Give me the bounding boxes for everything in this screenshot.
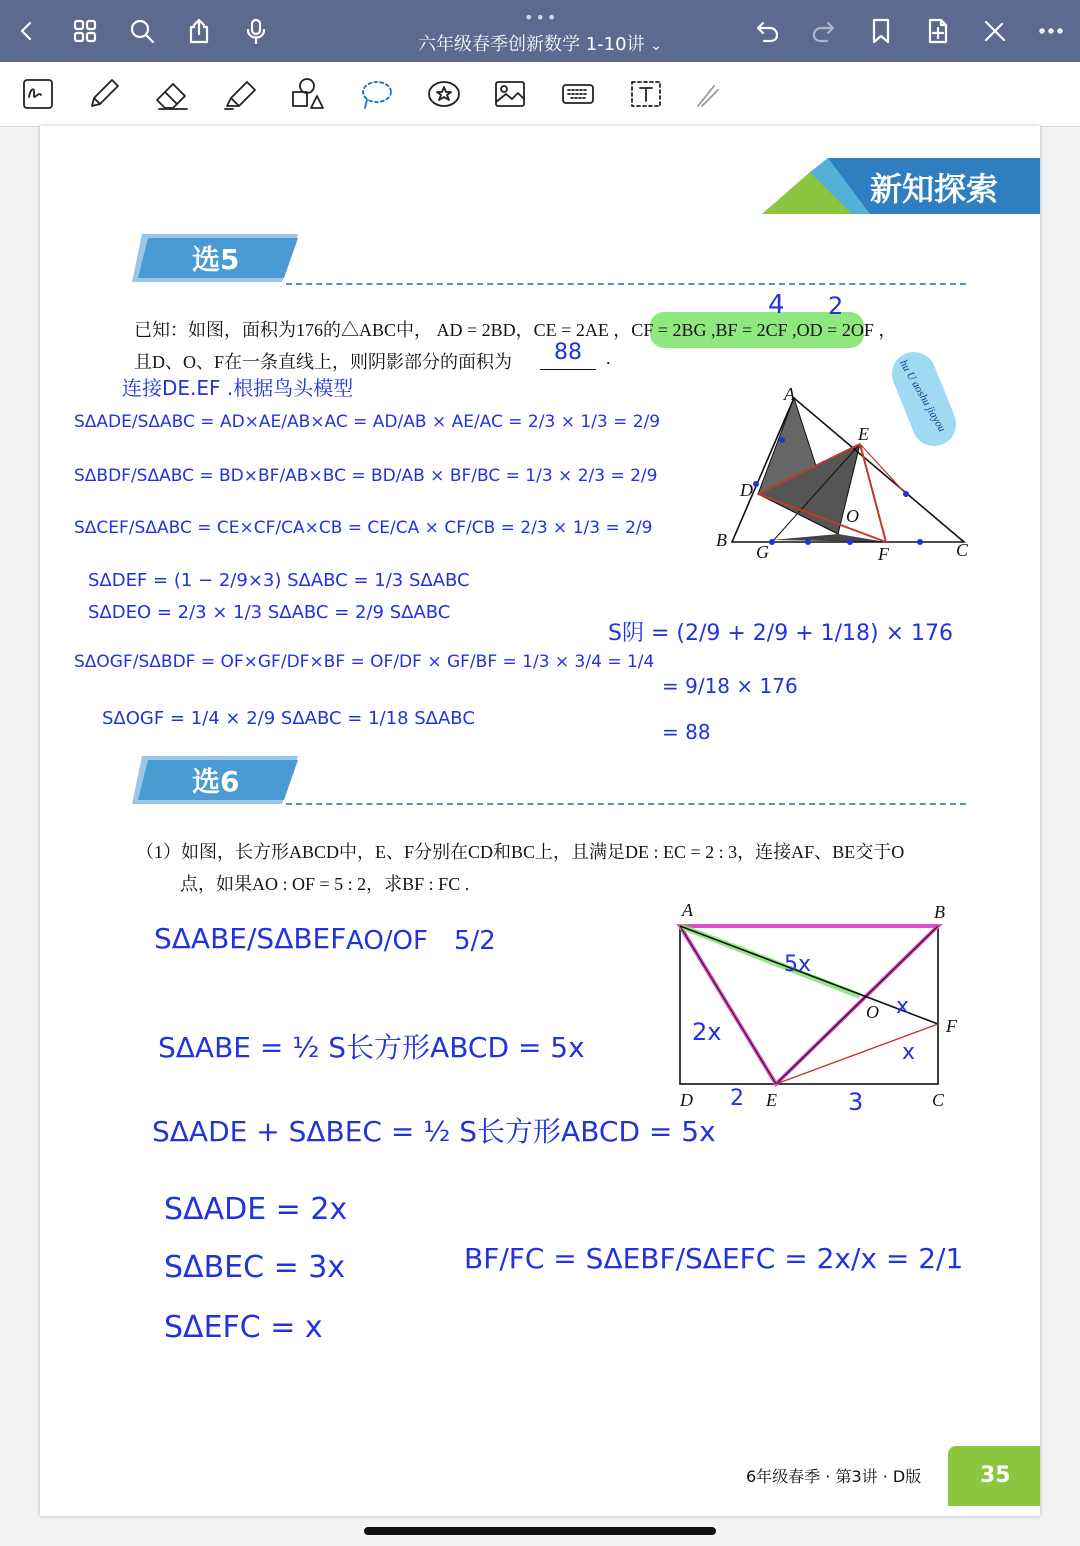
problem5-line2: 且D、O、F在一条直线上，则阴影部分的面积为 — [134, 352, 513, 372]
fig6-label-C: C — [932, 1090, 945, 1110]
footer-text: 6年级春季 · 第3讲 · D版 — [746, 1467, 922, 1486]
shapes-icon[interactable] — [288, 74, 328, 114]
handwriting-zoom-icon[interactable] — [18, 74, 58, 114]
search-icon[interactable] — [125, 14, 159, 48]
fig6-note-x1: x — [896, 994, 910, 1019]
pen-icon[interactable] — [84, 74, 124, 114]
page-number: 35 — [980, 1463, 1011, 1488]
hw-sum1: S阴 = (2/9 + 2/9 + 1/18) × 176 — [608, 621, 954, 646]
section5-label: 选5 — [192, 243, 240, 276]
note-top-b: 2 — [828, 292, 844, 320]
rectangle-figure — [670, 916, 970, 1106]
fig5-label-A: A — [784, 384, 795, 404]
bookmark-icon[interactable] — [864, 14, 898, 48]
period: . — [606, 348, 611, 368]
fig6-label-B: B — [934, 902, 945, 922]
eraser-icon[interactable] — [152, 74, 192, 114]
fig5-label-B: B — [716, 530, 727, 550]
document-page — [40, 126, 1040, 1516]
fig6-label-O: O — [866, 1002, 879, 1022]
fig5-label-C: C — [956, 540, 969, 560]
redo-icon[interactable] — [807, 14, 841, 48]
section6-label: 选6 — [192, 765, 240, 798]
hw-eq1: SΔADE/SΔABC = AD×AE/AB×AC = AD/AB × AE/AC = 2/3 × 1/3 = 2/9 — [74, 412, 661, 432]
hw6-eq2: SΔABE = ½ S长方形ABCD = 5x — [158, 1031, 585, 1064]
section5-divider — [286, 283, 966, 285]
image-icon[interactable] — [490, 74, 530, 114]
sticker-text: hu U aoshu jiayou — [897, 357, 948, 435]
hw6-eq6: SΔEFC = x — [164, 1310, 323, 1345]
hw-eq7: SΔOGF = 1/4 × 2/9 SΔABC = 1/18 SΔABC — [102, 708, 475, 729]
fig6-note-x2: x — [902, 1040, 916, 1065]
lasso-icon[interactable] — [356, 74, 396, 114]
hw-sum3: = 88 — [662, 720, 711, 744]
fig6-label-A: A — [682, 900, 693, 920]
share-icon[interactable] — [182, 14, 216, 48]
fig5-label-E: E — [858, 424, 869, 444]
more-icon[interactable] — [1034, 14, 1068, 48]
grid-view-icon[interactable] — [68, 14, 102, 48]
section5-tab — [132, 230, 352, 286]
section6-divider — [286, 803, 966, 805]
hw-eq5: SΔDEO = 2/3 × 1/3 SΔABC = 2/9 SΔABC — [88, 602, 451, 623]
fig6-label-F: F — [946, 1016, 957, 1036]
fig6-note-2: 2 — [730, 1086, 744, 1111]
hw-sum2: = 9/18 × 176 — [662, 674, 798, 698]
fig6-note-5x: 5x — [784, 952, 812, 977]
hw6-ratio: BF/FC = SΔEBF/SΔEFC = 2x/x = 2/1 — [464, 1242, 964, 1275]
note-top-a: 4 — [768, 290, 785, 320]
hw6-eq3: SΔADE + SΔBEC = ½ S长方形ABCD = 5x — [152, 1115, 716, 1148]
problem6-line2: 点，如果AO : OF = 5 : 2，求BF : FC . — [180, 874, 470, 894]
text-box-icon[interactable] — [626, 74, 666, 114]
answer-handwriting: 88 — [554, 340, 582, 365]
highlighter-icon[interactable] — [220, 74, 260, 114]
hw6-eq4: SΔADE = 2x — [164, 1192, 348, 1227]
hw-eq4: SΔDEF = (1 − 2/9×3) SΔABC = 1/3 SΔABC — [88, 570, 470, 591]
add-page-icon[interactable] — [921, 14, 955, 48]
hw-eq6: SΔOGF/SΔBDF = OF×GF/DF×BF = OF/DF × GF/BF = 1/3 × 3/4 = 1/4 — [74, 652, 655, 672]
hw6-eq1-mid: AO/OF — [346, 926, 428, 956]
hw6-eq1-right: 5/2 — [454, 926, 496, 956]
fig5-label-O: O — [846, 506, 859, 526]
pen-off-icon[interactable] — [978, 14, 1012, 48]
fig6-label-E: E — [766, 1090, 777, 1110]
hw-eq3: SΔCEF/SΔABC = CE×CF/CA×CB = CE/CA × CF/CB = 2/3 × 1/3 = 2/9 — [74, 518, 653, 538]
fig6-label-D: D — [680, 1090, 693, 1110]
triangle-figure — [710, 382, 1000, 566]
problem5-line1: 已知：如图，面积为176的△ABC中， AD = 2BD，CE = 2AE ，CF = 2BG ,BF = 2CF ,OD = 2OF ， — [134, 320, 897, 340]
section6-tab — [132, 752, 352, 808]
chevron-down-icon: ⌄ — [650, 38, 663, 54]
annotation-toolbar — [0, 62, 1080, 127]
hw6-eq5: SΔBEC = 3x — [164, 1250, 346, 1285]
home-indicator[interactable] — [364, 1527, 716, 1535]
back-icon[interactable] — [10, 14, 44, 48]
hw6-eq1-left: SΔABE/SΔBEF — [154, 922, 347, 955]
keyboard-icon[interactable] — [558, 74, 598, 114]
fig5-label-G: G — [756, 542, 769, 562]
fig5-label-D: D — [740, 480, 753, 500]
laser-pointer-icon[interactable] — [686, 74, 726, 114]
sticker-icon[interactable] — [424, 74, 464, 114]
hw-intro: 连接DE.EF .根据鸟头模型 — [122, 376, 354, 400]
answer-blank — [540, 369, 596, 370]
problem6-line1: （1）如图，长方形ABCD中，E、F分别在CD和BC上，且满足DE : EC = 2 : 3，连接AF、BE交于O — [136, 842, 905, 862]
document-title[interactable]: 六年级春季创新数学 1-10讲 ⌄ — [417, 34, 663, 55]
fig5-label-F: F — [878, 544, 889, 564]
top-bar — [0, 0, 1080, 62]
window-grip-icon[interactable]: ••• — [524, 8, 559, 27]
microphone-icon[interactable] — [239, 14, 273, 48]
fig6-note-2x: 2x — [692, 1018, 722, 1046]
banner-title: 新知探索 — [870, 170, 999, 208]
undo-icon[interactable] — [750, 14, 784, 48]
hw-eq2: SΔBDF/SΔABC = BD×BF/AB×BC = BD/AB × BF/BC = 1/3 × 2/3 = 2/9 — [74, 466, 658, 486]
fig6-note-3: 3 — [848, 1088, 864, 1116]
